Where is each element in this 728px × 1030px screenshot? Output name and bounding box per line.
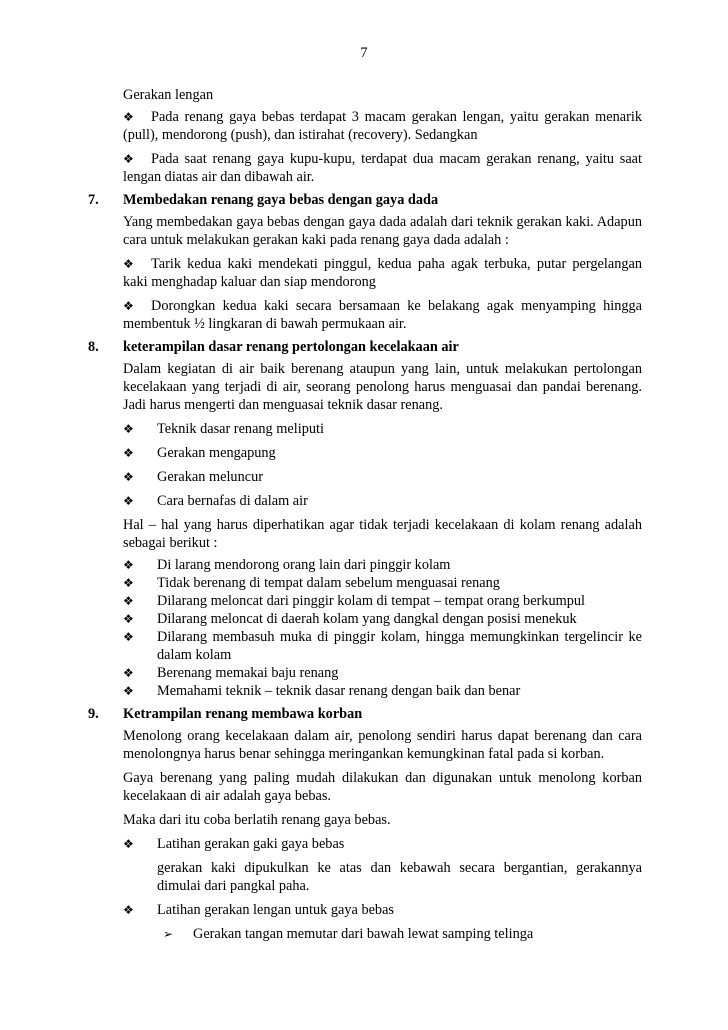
paragraph: Hal – hal yang harus diperhatikan agar tidak terjadi kecelakaan di kolam renang adalah sebagai berikut :	[123, 517, 642, 551]
list-item-text: Dilarang membasuh muka di pinggir kolam, hingga memungkinkan tergelincir ke dalam kolam	[157, 629, 642, 663]
section-number: 9.	[88, 706, 99, 722]
diamond-bullet-icon: ❖	[123, 903, 134, 917]
bullet-text: Pada renang gaya bebas terdapat 3 macam gerakan lengan, yaitu gerakan menarik (pull), mendorong (push), dan istirahat (recovery). Sedangkan	[123, 109, 642, 143]
diamond-bullet-icon: ❖	[123, 299, 134, 313]
page-number: 7	[360, 45, 368, 61]
list-item	[123, 574, 642, 592]
diamond-bullet-icon: ❖	[123, 494, 134, 508]
diamond-bullet-icon: ❖	[123, 612, 134, 626]
intro-title: Gerakan lengan	[123, 87, 214, 103]
bullet-paragraph	[123, 297, 642, 333]
section-7	[0, 191, 728, 209]
section-9	[0, 705, 728, 723]
section-heading: keterampilan dasar renang pertolongan kecelakaan air	[123, 339, 459, 355]
diamond-bullet-icon: ❖	[123, 422, 134, 436]
sub-list-item-text: Gerakan tangan memutar dari bawah lewat samping telinga	[193, 926, 534, 942]
diamond-bullet-icon: ❖	[123, 594, 134, 608]
list-item-text: Dilarang meloncat dari pinggir kolam di tempat – tempat orang berkumpul	[157, 593, 585, 609]
list-item	[123, 420, 642, 438]
arrow-bullet-icon: ➢	[163, 927, 174, 941]
diamond-bullet-icon: ❖	[123, 684, 134, 698]
diamond-bullet-icon: ❖	[123, 110, 134, 124]
section-8	[0, 338, 728, 356]
section-number: 8.	[88, 339, 99, 355]
diamond-bullet-icon: ❖	[123, 558, 134, 572]
diamond-bullet-icon: ❖	[123, 446, 134, 460]
diamond-bullet-icon: ❖	[123, 576, 134, 590]
section-heading: Membedakan renang gaya bebas dengan gaya dada	[123, 192, 439, 208]
paragraph: Yang membedakan gaya bebas dengan gaya dada adalah dari teknik gerakan kaki. Adapun cara untuk melakukan gerakan kaki pada renang gaya dada adalah :	[123, 214, 642, 248]
sub-list-item	[157, 925, 642, 943]
list-item	[123, 610, 642, 628]
list-item	[123, 664, 642, 682]
list-item	[123, 901, 642, 919]
diamond-bullet-icon: ❖	[123, 470, 134, 484]
list-item	[123, 556, 642, 574]
bullet-paragraph	[123, 150, 642, 186]
diamond-bullet-icon: ❖	[123, 152, 134, 166]
list-item-text: Teknik dasar renang meliputi	[157, 421, 324, 437]
bullet-paragraph	[123, 255, 642, 291]
list-item-text: Gerakan meluncur	[157, 469, 263, 485]
diamond-bullet-icon: ❖	[123, 837, 134, 851]
section-number: 7.	[88, 192, 99, 208]
list-item	[123, 444, 642, 462]
list-item	[123, 592, 642, 610]
page-content	[0, 86, 728, 943]
item-description: gerakan kaki dipukulkan ke atas dan kebawah secara bergantian, gerakannya dimulai dari pangkal paha.	[157, 860, 642, 894]
paragraph: Dalam kegiatan di air baik berenang ataupun yang lain, untuk melakukan pertolongan kecelakaan yang terjadi di air, seorang penolong harus menguasai dan pandai berenang. Jadi harus mengerti dan menguasai teknik dasar renang.	[123, 361, 642, 413]
list-item-text: Cara bernafas di dalam air	[157, 493, 308, 509]
list-item-text: Memahami teknik – teknik dasar renang dengan baik dan benar	[157, 683, 521, 699]
list-item	[123, 628, 642, 664]
bullet-paragraph	[123, 108, 642, 144]
paragraph: Gaya berenang yang paling mudah dilakukan dan digunakan untuk menolong korban kecelakaan di air adalah gaya bebas.	[123, 770, 642, 804]
list-item-text: Dilarang meloncat di daerah kolam yang dangkal dengan posisi menekuk	[157, 611, 577, 627]
diamond-bullet-icon: ❖	[123, 630, 134, 644]
diamond-bullet-icon: ❖	[123, 666, 134, 680]
paragraph: Maka dari itu coba berlatih renang gaya bebas.	[123, 812, 391, 828]
list-item	[123, 468, 642, 486]
diamond-bullet-icon: ❖	[123, 257, 134, 271]
section-heading: Ketrampilan renang membawa korban	[123, 706, 363, 722]
bullet-text: Tarik kedua kaki mendekati pinggul, kedua paha agak terbuka, putar pergelangan kaki menghadap kaluar dan siap mendorong	[123, 256, 642, 290]
paragraph: Menolong orang kecelakaan dalam air, penolong sendiri harus dapat berenang dan cara menolongnya harus benar sehingga meringankan kemungkinan fatal pada si korban.	[123, 728, 642, 762]
list-item-text: Gerakan mengapung	[157, 445, 276, 461]
bullet-text: Pada saat renang gaya kupu-kupu, terdapat dua macam gerakan renang, yaitu saat lengan diatas air dan dibawah air.	[123, 151, 642, 185]
list-item	[123, 682, 642, 700]
list-item-text: Latihan gerakan gaki gaya bebas	[157, 836, 345, 852]
bullet-text: Dorongkan kedua kaki secara bersamaan ke belakang agak menyamping hingga membentuk ½ lingkaran di bawah permukaan air.	[123, 298, 642, 332]
list-item-text: Di larang mendorong orang lain dari pinggir kolam	[157, 557, 451, 573]
list-item-text: Latihan gerakan lengan untuk gaya bebas	[157, 902, 394, 918]
list-item	[123, 492, 642, 510]
list-item	[123, 835, 642, 853]
list-item-text: Tidak berenang di tempat dalam sebelum menguasai renang	[157, 575, 500, 591]
list-item-text: Berenang memakai baju renang	[157, 665, 339, 681]
